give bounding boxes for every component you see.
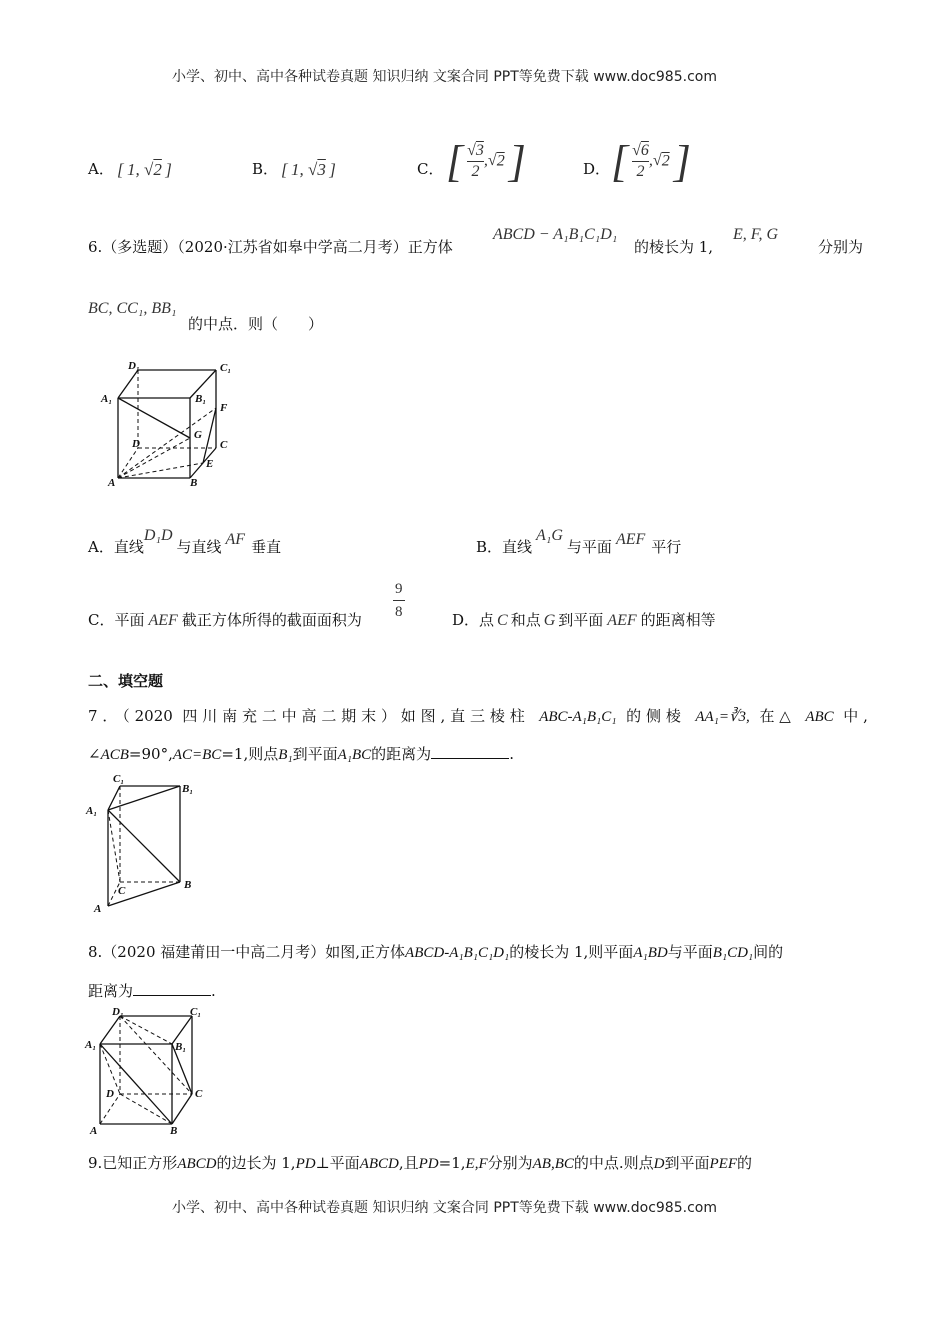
q6-c-label: C．平面 [88, 611, 145, 629]
q9-plane: ABCD [359, 1156, 399, 1172]
q7-text-edge: 的侧棱 [626, 707, 686, 725]
q6-option-d [452, 609, 716, 630]
q5-option-b-letter: B． [252, 160, 279, 178]
q7-triangle: ABC [805, 709, 834, 725]
q7-angle-val: =90°, [128, 745, 173, 763]
q6-fig-label-e: E [206, 458, 214, 470]
q9-text-c: ,且 [398, 1154, 419, 1172]
q6-option-a [88, 527, 282, 557]
q9-text-f: 的中点.则点 [573, 1154, 654, 1172]
q9-line1 [88, 1152, 752, 1173]
q6-d-point-c: C [497, 612, 508, 629]
q6-c-denominator: 8 [395, 604, 403, 620]
q7-text-in: 在△ [759, 707, 796, 725]
q5-d-denominator: 2 [636, 163, 645, 180]
q9-ab-bc: AB,BC [532, 1156, 574, 1172]
q7-prism: ABC-A₁B₁C₁ [539, 709, 617, 725]
q6-b-plane: AEF [615, 531, 646, 548]
q5-option-b-interval: [ 1, √3 ] [281, 160, 336, 179]
q6-option-c [88, 609, 362, 630]
q8-plane1: A₁BD [633, 945, 668, 961]
q9-text-g: 到平面 [664, 1154, 710, 1172]
q7-line1 [88, 705, 868, 726]
q7-angle: ACB [100, 747, 129, 763]
q7-fig-label-b1: B₁ [182, 783, 194, 795]
q8-period: . [211, 982, 216, 1000]
q7-angle-sym: ∠ [88, 745, 101, 763]
q6-fig-label-g: G [194, 429, 202, 441]
page-header: 小学、初中、高中各种试卷真题 知识归纳 文案合同 PPT等免费下载 www.doc985.com [172, 69, 717, 85]
q9-text-d: =1, [438, 1154, 466, 1172]
q6-question-end: 的中点．则（ ） [188, 315, 324, 333]
q6-a-line2: AF [225, 531, 246, 548]
q6-cube-name: ABCD − A₁B₁C₁D₁ [493, 226, 618, 243]
q8-text-end: 间的 [753, 943, 784, 961]
q6-c-numerator: 9 [393, 578, 405, 601]
q8-answer-blank[interactable] [133, 983, 211, 996]
q5-c-radicand: 2 [496, 152, 505, 170]
q6-d-text2: 到平面 [558, 611, 604, 629]
q6-b-line: A₁G [536, 527, 563, 544]
q7-text-end: 中, [843, 707, 868, 725]
q6-points: E, F, G [733, 226, 779, 243]
q8-fig-label-a1: A₁ [85, 1039, 97, 1051]
q8-plane2: B₁CD₁ [712, 945, 754, 961]
q6-d-plane: AEF [607, 612, 637, 629]
q6-fig-label-c1: C₁ [220, 362, 232, 374]
q5-a-lower: 1, [127, 160, 140, 179]
q7-text-c: 到平面 [292, 745, 338, 763]
q5-option-d [583, 158, 610, 179]
q5-d-radicand: 2 [661, 152, 670, 170]
q6-fig-label-a1: A₁ [101, 393, 113, 405]
q6-midpoints: BC, CC₁, BB₁ [88, 300, 177, 317]
q5-c-numerator: 3 [475, 142, 484, 159]
q7-fig-label-a1: A₁ [86, 805, 98, 817]
q6-b-text1: 与平面 [566, 538, 612, 556]
q8-fig-label-b1: B₁ [175, 1041, 187, 1053]
q6-c-text1: 截正方体所得的截面面积为 [181, 611, 362, 629]
q6-d-text3: 的距离相等 [640, 611, 716, 629]
q6-fig-label-b1: B₁ [195, 393, 207, 405]
q6-b-label: B．直线 [476, 538, 533, 556]
q6-fig-label-b: B [190, 477, 198, 488]
q7-fig-label-c1: C₁ [113, 773, 125, 785]
q8-fig-label-d1: D₁ [112, 1006, 124, 1018]
q8-line2 [88, 980, 216, 1001]
q5-option-b [252, 158, 278, 179]
q6-d-label: D．点 [452, 611, 495, 629]
q7-sides: AC=BC [172, 747, 222, 763]
q6-a-label: A．直线 [88, 538, 144, 556]
q5-option-d-interval: [ $\frac{√6}{2}$ ,√2 ] [611, 137, 691, 186]
q9-intro: 9.已知正方形 [88, 1154, 178, 1172]
q9-text-b: ⊥平面 [315, 1154, 360, 1172]
section-title-fill-in: 二、填空题 [88, 672, 164, 690]
q8-intro: 8.（2020 福建莆田一中高二月考）如图,正方体 [88, 943, 406, 961]
q6-option-b [476, 527, 682, 557]
q5-option-a [88, 158, 114, 179]
q7-edge-value: AA₁=∛3, [695, 709, 750, 725]
q7-fig-label-a: A [94, 903, 102, 915]
q5-b-lower: 1, [291, 160, 304, 179]
page-footer: 小学、初中、高中各种试卷真题 知识归纳 文案合同 PPT等免费下载 www.doc985.com [172, 1200, 717, 1216]
q5-option-d-letter: D． [583, 160, 611, 178]
q9-plane-pef: PEF [709, 1156, 738, 1172]
q6-mid2: 分别为 [818, 238, 864, 256]
q7-period: . [509, 745, 514, 763]
q7-point: B₁ [278, 747, 293, 763]
q9-pd: PD [295, 1156, 316, 1172]
q6-mid1: 的棱长为 1, [634, 238, 714, 256]
q6-fig-label-d1: D₁ [128, 360, 140, 372]
q8-fig-label-a: A [90, 1125, 98, 1136]
q5-b-radicand: 3 [317, 160, 326, 179]
q6-d-point-g: G [543, 612, 556, 629]
q5-option-c-letter: C． [417, 160, 444, 178]
q8-cube: ABCD-A₁B₁C₁D₁ [405, 945, 510, 961]
q9-point-d: D [653, 1156, 665, 1172]
q8-fig-label-d: D [106, 1088, 114, 1100]
q7-fig-label-b: B [184, 879, 192, 891]
q7-text-d: 的距离为 [371, 745, 432, 763]
q6-c-plane: AEF [148, 612, 178, 629]
q5-a-radicand: 2 [153, 160, 162, 179]
q7-line2 [88, 743, 514, 764]
q6-a-text2: 垂直 [251, 538, 282, 556]
q8-text-mid2: 与平面 [667, 943, 713, 961]
q6-d-text1: 和点 [510, 611, 541, 629]
q7-answer-blank[interactable] [431, 746, 509, 759]
q7-text-b: =1,则点 [221, 745, 279, 763]
q7-plane: A₁BC [337, 747, 372, 763]
q6-fig-label-c: C [220, 439, 228, 451]
q9-text-a: 的边长为 1, [216, 1154, 296, 1172]
q9-ef: E,F [465, 1156, 488, 1172]
q6-prefix: 6.（多选题）（2020·江苏省如皋中学高二月考）正方体 [88, 238, 453, 256]
q5-d-numerator: 6 [640, 142, 649, 159]
q8-cube-figure [84, 1004, 214, 1136]
q6-b-text2: 平行 [651, 538, 682, 556]
q9-text-h: 的 [737, 1154, 753, 1172]
q6-cube-figure [96, 356, 236, 488]
q6-fig-label-a: A [108, 477, 116, 488]
q6-a-line1: D₁D [143, 527, 173, 544]
q8-fig-label-c1: C₁ [190, 1006, 202, 1018]
q6-fig-label-d: D [132, 438, 140, 450]
q9-pd2: PD [418, 1156, 439, 1172]
q5-option-a-letter: A． [88, 160, 114, 178]
q5-option-a-interval: [ 1, √2 ] [117, 160, 172, 179]
q8-line1 [88, 941, 783, 962]
q6-fig-label-f: F [220, 402, 228, 414]
q7-prism-figure [84, 770, 204, 916]
q8-text-mid: 的棱长为 1,则平面 [509, 943, 634, 961]
q6-a-text1: 与直线 [176, 538, 222, 556]
q8-fig-label-c: C [195, 1088, 203, 1100]
q8-distance-label: 距离为 [88, 982, 134, 1000]
q7-intro: 7．（2020 四川南充二中高二期末）如图,直三棱柱 [88, 707, 530, 725]
q5-option-c-interval: [ $\frac{√3}{2}$ ,√2 ] [446, 137, 526, 186]
q6-c-fraction [393, 578, 405, 623]
q5-c-denominator: 2 [471, 163, 480, 180]
q5-option-c [417, 158, 443, 179]
q8-fig-label-b: B [170, 1125, 178, 1136]
q9-square: ABCD [177, 1156, 217, 1172]
q7-fig-label-c: C [118, 885, 126, 897]
q9-text-e: 分别为 [487, 1154, 533, 1172]
